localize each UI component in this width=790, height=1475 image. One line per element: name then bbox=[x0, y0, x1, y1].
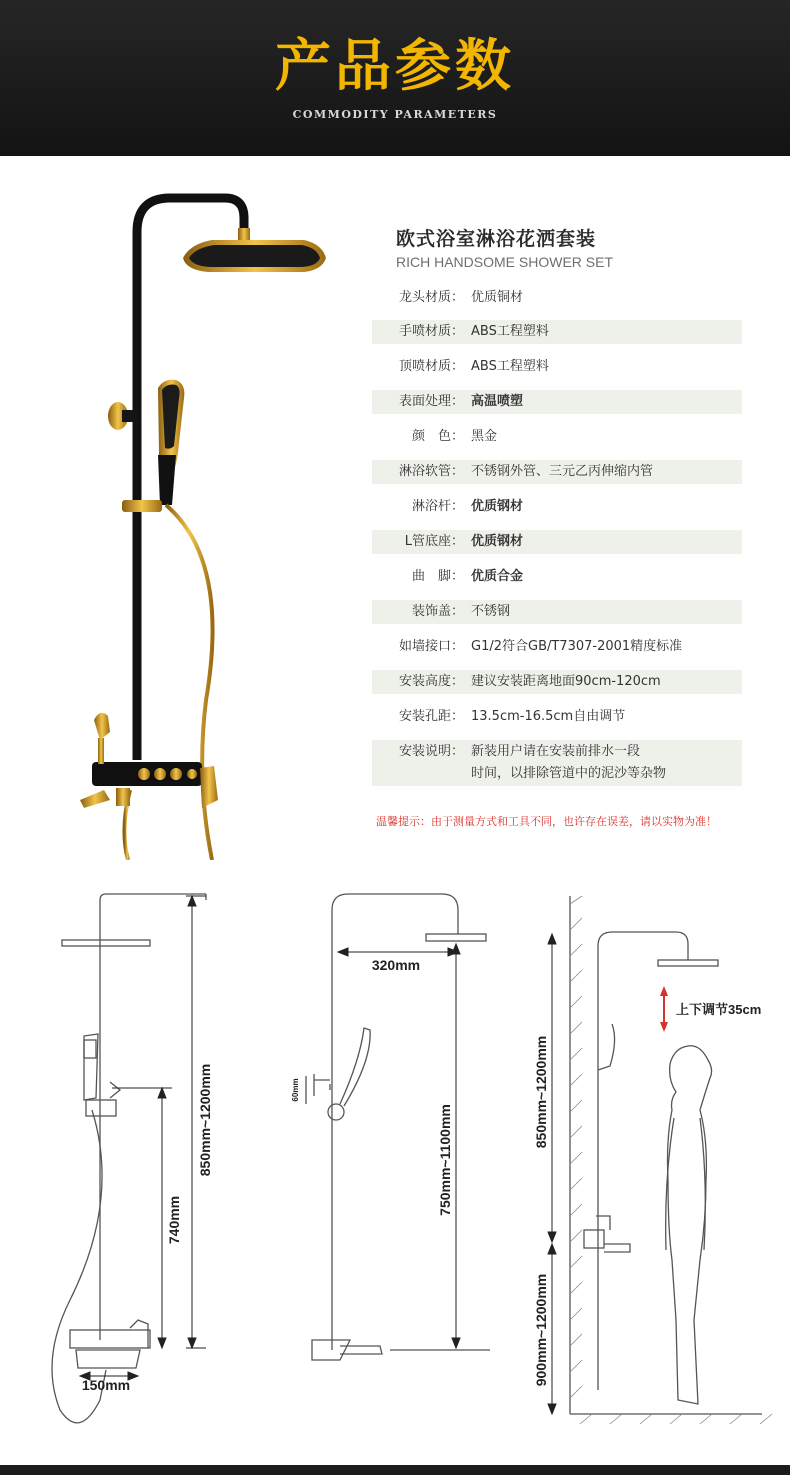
spec-row bbox=[372, 635, 742, 659]
d1-width-label: 150mm bbox=[81, 1377, 131, 1393]
d3-adjust-label: 上下调节35cm bbox=[676, 1002, 762, 1017]
spec-row bbox=[372, 670, 742, 694]
spec-label: 如墙接口： bbox=[398, 639, 464, 654]
spec-label: 安装说明： bbox=[398, 744, 464, 759]
spec-value: 建议安装距离地面90cm-120cm bbox=[471, 674, 661, 689]
spec-value: 新装用户请在安装前排水一段 bbox=[471, 744, 641, 759]
spec-row bbox=[372, 600, 742, 624]
spec-row bbox=[372, 355, 742, 379]
spec-value: 优质钢材 bbox=[471, 534, 524, 549]
shower-set-image bbox=[0, 160, 380, 860]
spec-label: L管底座： bbox=[404, 534, 464, 549]
gold-connector bbox=[238, 228, 250, 240]
spec-row bbox=[372, 425, 742, 449]
spec-value: 黑金 bbox=[471, 429, 498, 444]
spec-row bbox=[372, 705, 742, 729]
shower-hose bbox=[166, 505, 213, 860]
spec-label: 装饰盖： bbox=[411, 604, 464, 619]
spec-value: 优质铜材 bbox=[471, 290, 524, 305]
d1-height-label: 850mm~1200mm bbox=[197, 1063, 213, 1177]
spec-value: 不锈钢 bbox=[471, 604, 511, 619]
spec-value: 优质钢材 bbox=[471, 499, 524, 514]
diagram-1 bbox=[52, 894, 206, 1423]
spec-label: 手喷材质： bbox=[398, 324, 464, 339]
spec-label: 淋浴软管： bbox=[398, 464, 464, 479]
header-banner bbox=[0, 0, 790, 156]
spec-row bbox=[372, 740, 742, 786]
adjust-arrow-icon bbox=[660, 986, 668, 1032]
spec-label: 龙头材质： bbox=[398, 290, 464, 305]
spec-value: 不锈钢外管、三元乙丙伸缩内管 bbox=[471, 464, 654, 479]
spec-value: 13.5cm-16.5cm自由调节 bbox=[471, 709, 626, 724]
spec-label: 顶喷材质： bbox=[398, 359, 464, 374]
mixer-lever bbox=[200, 766, 218, 808]
dimension-diagrams bbox=[0, 880, 790, 1440]
diagram-3 bbox=[570, 896, 762, 1414]
spec-row bbox=[372, 460, 742, 484]
d3-lower-label: 900mm~1200mm bbox=[533, 1273, 549, 1387]
spec-row bbox=[372, 565, 742, 589]
notice-text: 温馨提示：由于测量方式和工具不同，也许存在误差，请以实物为准！ bbox=[376, 815, 717, 828]
spec-row bbox=[372, 320, 742, 344]
spec-label: 安装孔距： bbox=[398, 709, 464, 724]
spec-value-line2: 时间，以排除管道中的泥沙等杂物 bbox=[471, 766, 667, 781]
spec-value: 优质合金 bbox=[471, 569, 524, 584]
spec-value: 高温喷塑 bbox=[471, 394, 524, 409]
spec-row bbox=[372, 495, 742, 519]
page-title: 产品参数 bbox=[275, 34, 515, 99]
spec-label: 淋浴杆： bbox=[411, 499, 464, 514]
spec-label: 安装高度： bbox=[398, 674, 464, 689]
wall-hatch bbox=[570, 896, 772, 1424]
slider-holder bbox=[122, 500, 162, 512]
spec-label: 颜 色： bbox=[411, 429, 464, 444]
spec-label: 表面处理： bbox=[398, 394, 464, 409]
d2-width-label: 320mm bbox=[371, 957, 421, 973]
product-subtitle: RICH HANDSOME SHOWER SET bbox=[396, 254, 614, 270]
spec-row bbox=[372, 390, 742, 414]
d3-upper-label: 850mm~1200mm bbox=[533, 1035, 549, 1149]
spec-label: 曲 脚： bbox=[411, 569, 464, 584]
footer-bar bbox=[0, 1465, 790, 1475]
d2-height-label: 750mm~1100mm bbox=[437, 1104, 453, 1216]
spec-row bbox=[372, 286, 742, 310]
spec-value: ABS工程塑料 bbox=[471, 359, 549, 374]
shower-riser bbox=[137, 198, 244, 760]
d2-small-label: 60mm bbox=[291, 1078, 300, 1102]
d1-mid-label: 740mm bbox=[166, 1195, 182, 1245]
spec-value: ABS工程塑料 bbox=[471, 324, 549, 339]
spec-value: G1/2符合GB/T7307-2001精度标准 bbox=[471, 639, 683, 654]
bidet-sprayer bbox=[94, 713, 110, 740]
spec-row bbox=[372, 530, 742, 554]
product-title: 欧式浴室淋浴花洒套装 bbox=[396, 228, 597, 250]
page-subtitle: COMMODITY PARAMETERS bbox=[292, 108, 498, 121]
